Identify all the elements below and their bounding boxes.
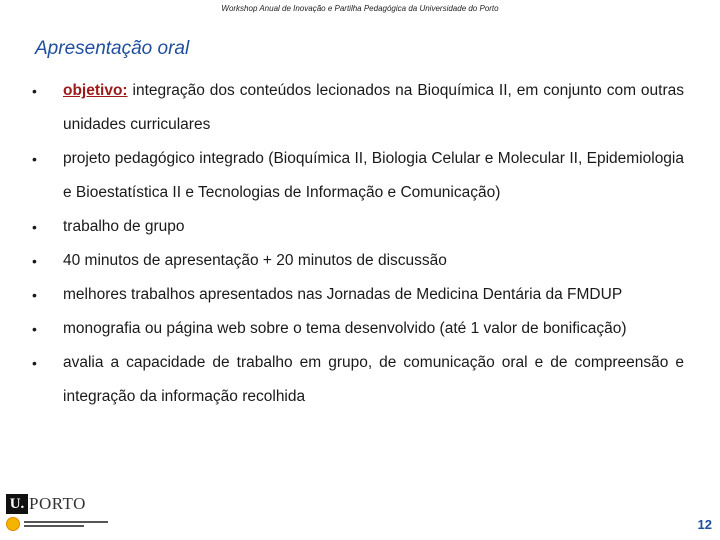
bullet-dot-icon: • [32, 287, 37, 303]
bullet-minutos [28, 244, 684, 278]
uporto-logo [6, 494, 126, 536]
bullet-text: trabalho de grupo [63, 218, 185, 235]
bullet-text: melhores trabalhos apresentados nas Jornadas de Medicina Dentária da FMDUP [63, 286, 623, 303]
faculty-emblem-icon [6, 517, 20, 531]
bullet-dot-icon: • [32, 253, 37, 269]
bullet-jornadas [28, 278, 684, 312]
bullet-dot-icon: • [32, 321, 37, 337]
slide-title: Apresentação oral [35, 38, 190, 59]
bullet-text: monografia ou página web sobre o tema desenvolvido (até 1 valor de bonificação) [63, 320, 627, 337]
faculty-name-lines [24, 519, 108, 529]
bullet-dot-icon: • [32, 83, 37, 99]
bullet-projeto [28, 142, 684, 210]
page-number: 12 [697, 517, 712, 532]
faculty-logo [6, 517, 126, 531]
logo-mark: U. [6, 494, 28, 514]
bullet-dot-icon: • [32, 219, 37, 235]
bullet-list [28, 74, 684, 414]
logo-text: PORTO [29, 494, 86, 513]
bullet-dot-icon: • [32, 355, 37, 371]
bullet-monografia [28, 312, 684, 346]
bullet-text: integração dos conteúdos lecionados na Bioquímica II, em conjunto com outras unidades curriculares [63, 82, 684, 133]
bullet-dot-icon: • [32, 151, 37, 167]
bullet-trabalho [28, 210, 684, 244]
objetivo-label: objetivo: [63, 82, 128, 99]
bullet-text: avalia a capacidade de trabalho em grupo, de comunicação oral e de compreensão e integração da informação recolhida [63, 354, 684, 405]
slide-header: Workshop Anual de Inovação e Partilha Pedagógica da Universidade do Porto [221, 4, 499, 13]
bullet-objetivo [28, 74, 684, 142]
bullet-text: 40 minutos de apresentação + 20 minutos de discussão [63, 252, 447, 269]
bullet-text: projeto pedagógico integrado (Bioquímica II, Biologia Celular e Molecular II, Epidemiologia e Bioestatística II e Tecnologias de Informação e Comunicação) [63, 150, 684, 201]
bullet-avalia [28, 346, 684, 414]
